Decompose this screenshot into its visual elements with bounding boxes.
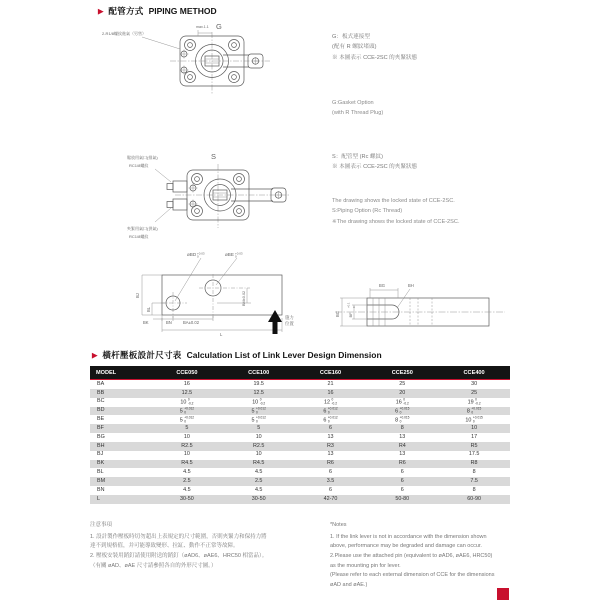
table-cell: 13 [327, 451, 334, 458]
svg-text:RC1/8螺紋: RC1/8螺紋 [129, 234, 149, 239]
table-cell: 8 [400, 424, 404, 431]
red-arrow-icon: ▶ [98, 8, 104, 16]
dimension-l [162, 318, 282, 337]
svg-text:øBD: øBD [187, 252, 197, 257]
table-row [90, 477, 510, 486]
table-cell: 17.5 [468, 451, 480, 458]
dimension-bm [217, 288, 251, 306]
table-cell: 6 [328, 424, 332, 431]
table-cell [151, 398, 223, 407]
svg-text:夾緊用氣口(供氣): 夾緊用氣口(供氣) [127, 226, 158, 231]
table-cell [223, 407, 295, 416]
text-line: (with R Thread Plug) [332, 110, 384, 117]
text-line: S：配管型 (Rc 螺紋) [332, 154, 383, 160]
table-cell: 42-70 [323, 495, 338, 502]
force-point-label-1: 施力 [285, 315, 294, 320]
note-line: (Please refer to each external dimension of CCE for the dimensions [330, 572, 495, 579]
cell-value: 8 [466, 408, 470, 415]
dimension-bg [370, 283, 398, 298]
notes-zh [90, 521, 322, 571]
s-label: S [211, 152, 217, 161]
text-line: ※The drawing shows the locked state of CCE-2SC. [332, 218, 460, 225]
dimension-max [196, 25, 212, 36]
cell-tolerance: 0 -0.2 [259, 397, 266, 406]
cell-value: 6 [395, 408, 399, 415]
table-row [90, 486, 510, 495]
svg-text:BM±0.02: BM±0.02 [242, 290, 246, 306]
row-label: BK [97, 460, 105, 467]
table-cell: 60-90 [467, 495, 481, 502]
cell-tolerance: +0.012 0 [184, 415, 195, 424]
note-line: 達不到規格值，并可能導致變形、拉缸、動作不正常等故障。 [90, 543, 239, 550]
row-label: BM [97, 478, 106, 484]
s-desc-en [332, 196, 460, 227]
table-cell: 16 [327, 389, 334, 396]
table-cell: R4.5 [253, 460, 265, 467]
table-cell [366, 398, 438, 407]
row-label: BD [97, 407, 105, 414]
table-cell: 6 [328, 486, 332, 493]
svg-text:BK: BK [143, 320, 149, 325]
table-cell [151, 407, 223, 416]
g-label: G [216, 22, 222, 31]
table-cell: 10 [471, 424, 478, 431]
cell-tolerance: +0.012 0 [256, 406, 266, 415]
s-port-note-bottom [127, 208, 171, 239]
dimension-bd [175, 252, 205, 302]
table-cell: 12.5 [253, 389, 264, 396]
table-cell: 4.5 [183, 469, 191, 476]
cell-value: 12 [323, 399, 330, 406]
svg-text:鬆放用氣口(排氣): 鬆放用氣口(排氣) [127, 155, 158, 160]
cell-tolerance: +0.015 0 [399, 415, 410, 424]
g-desc-en [332, 98, 383, 119]
cell-value: 5 [251, 417, 255, 424]
cell-tolerance: 0 -0.2 [403, 397, 409, 406]
text-line: ※ 本圖表示 CCE-2SC 的夾緊狀態 [332, 164, 418, 171]
table-cell: R4.5 [181, 460, 193, 467]
cell-value: 10 [465, 417, 472, 424]
note-line: 2. 壓板安裝用銷釘請使用附送的銷釘（øAD6、øAE6、HRC50 相當品）。 [90, 552, 268, 559]
note-line: 1. 設計製作壓板時切勿超出上表規定的尺寸範圍，否則夾緊力和保持力將 [90, 533, 267, 540]
notes-zh-title: 注意事項 [90, 522, 113, 528]
column-header-cce160: CCE160 [295, 366, 367, 380]
cell-tolerance: 0 -0.2 [475, 397, 481, 406]
svg-text:øBE: øBE [225, 252, 234, 257]
row-label: BF [97, 424, 104, 431]
section-title-zh: 配管方式 [108, 6, 144, 16]
cell-tolerance: 0 -0.2 [331, 397, 337, 406]
table-cell: 30-50 [180, 495, 194, 502]
table-cell: 7.5 [470, 478, 478, 484]
text-line: S:Piping Option (Rc Thread) [332, 208, 403, 215]
row-label: BL [97, 469, 104, 476]
s-type-drawing [125, 148, 355, 253]
table-cell: 30 [471, 380, 478, 387]
table-cell: 3.5 [326, 478, 335, 484]
svg-text:BF: BF [348, 312, 353, 318]
cell-value: 6 [323, 417, 327, 424]
svg-text:max.1.1: max.1.1 [196, 25, 209, 29]
port-mark [180, 50, 189, 59]
lever-side-view-drawing [330, 278, 510, 338]
table-cell: R2.5 [253, 442, 265, 449]
table-cell: 10 [183, 451, 190, 458]
svg-text:L: L [220, 332, 223, 337]
svg-text:+0.03: +0.03 [235, 251, 243, 256]
cell-value: 5 [179, 408, 183, 415]
column-header-cce250: CCE250 [366, 366, 438, 380]
lever-bar [162, 275, 282, 315]
s-desc-zh [332, 152, 417, 173]
cell-tolerance: +0.015 0 [471, 406, 482, 415]
text-line: G:Gasket Option [332, 100, 374, 106]
svg-text:BL: BL [146, 306, 151, 312]
red-arrow-icon: ▶ [92, 352, 98, 360]
dimension-table [90, 366, 510, 504]
table-cell: R6 [327, 460, 334, 467]
svg-text:BJ: BJ [135, 293, 140, 298]
table-cell [223, 415, 295, 424]
force-point-arrow-icon [268, 310, 282, 334]
svg-text:0: 0 [235, 254, 237, 259]
table-cell: R2.5 [181, 442, 193, 449]
table-cell [438, 415, 510, 424]
table-cell: R4 [398, 442, 406, 449]
table-cell: 6 [328, 469, 332, 476]
table-row [90, 380, 510, 389]
note-line: above, performance may be degraded and damage can occur. [330, 543, 482, 550]
g-clamp-arm [223, 54, 263, 68]
column-header-model: MODEL [90, 366, 151, 380]
cell-tolerance: 0 -0.2 [187, 397, 194, 406]
port-mark [180, 66, 189, 75]
table-cell: 10 [255, 451, 262, 458]
table-row [90, 407, 510, 416]
svg-text:2-R1/8螺紋進氣（另售）: 2-R1/8螺紋進氣（另售） [102, 31, 147, 36]
table-cell [438, 407, 510, 416]
dimension-be [216, 252, 243, 286]
table-cell: 6 [400, 478, 404, 484]
air-port-fitting-top [167, 181, 187, 192]
row-label: L [97, 495, 100, 502]
note-line: （有關 øAD、øAE 尺寸請參照各自的外形尺寸圖。） [90, 562, 217, 569]
notes-en-title: *Notes [330, 522, 347, 528]
column-header-cce050: CCE050 [151, 366, 223, 380]
table-cell: 10 [183, 433, 190, 440]
table-row [90, 398, 510, 407]
table-cell: 2.5 [183, 478, 191, 484]
air-port-fitting-bottom [167, 199, 187, 210]
port-mark [189, 200, 198, 209]
table-cell: 4.5 [254, 486, 263, 493]
dimension-bh [397, 283, 414, 308]
row-label: BA [97, 380, 105, 387]
table-cell: R8 [470, 460, 478, 467]
text-line: G：板式連接型 [332, 34, 370, 40]
note-line: as the mounting pin for lever. [330, 562, 401, 569]
svg-text:BA±0.02: BA±0.02 [183, 320, 200, 325]
g-port-note [102, 30, 180, 49]
cell-tolerance: +0.012 0 [184, 406, 195, 415]
row-label: BE [97, 416, 105, 423]
table-cell [295, 415, 367, 424]
dimension-bn [166, 316, 173, 325]
table-row [90, 433, 510, 442]
table-cell: 30-50 [251, 495, 266, 502]
cell-tolerance: +0.012 0 [256, 415, 266, 424]
svg-text:BH: BH [408, 283, 414, 288]
row-label: BC [97, 398, 105, 405]
note-line: øAD and øAE.) [330, 581, 368, 588]
row-label: BN [97, 486, 105, 493]
table-cell: 6 [400, 469, 404, 476]
notes-en [330, 521, 515, 590]
cell-value: 10 [252, 399, 259, 406]
table-cell: 4.5 [254, 469, 263, 476]
table-cell [438, 398, 510, 407]
table-cell: 2.5 [254, 478, 263, 484]
link-lever-drawing [125, 248, 320, 343]
row-label: BG [97, 433, 105, 440]
table-row [90, 424, 510, 433]
table-cell: 6 [400, 486, 404, 493]
table-cell: 13 [327, 433, 334, 440]
column-header-cce100: CCE100 [223, 366, 295, 380]
table-cell: 25 [399, 380, 406, 387]
svg-text:RC1/8螺紋: RC1/8螺紋 [129, 163, 149, 168]
table-cell: 8 [472, 486, 476, 493]
cell-value: 16 [395, 399, 402, 406]
text-line: (配有 R 螺紋堵頭) [332, 44, 377, 51]
table-cell: R3 [327, 442, 334, 449]
cell-tolerance: +0.012 0 [327, 406, 338, 415]
note-line: 2.Please use the attached pin (equivalent to øAD6, øAE6, HRC50) [330, 552, 493, 559]
svg-text:+0.1: +0.1 [346, 302, 351, 308]
red-corner-mark [497, 588, 509, 600]
table-cell [223, 398, 295, 407]
table-row [90, 389, 510, 398]
table-cell: R6 [398, 460, 406, 467]
table-cell [151, 415, 223, 424]
text-line: ※ 本圖表示 CCE-2SC 的夾緊狀態 [332, 54, 418, 61]
svg-text:0: 0 [197, 254, 199, 259]
table-cell: 13 [399, 451, 406, 458]
table-cell [295, 398, 367, 407]
section-header-table [92, 349, 382, 361]
table-cell: 20 [399, 389, 406, 396]
table-cell: 25 [471, 389, 478, 396]
section-title-en: PIPING METHOD [148, 6, 217, 16]
table-cell: R5 [470, 442, 478, 449]
table-cell [366, 415, 438, 424]
cell-value: 8 [395, 417, 399, 424]
svg-text:BG: BG [379, 283, 386, 288]
dimension-ba [173, 316, 213, 325]
table-title-en: Calculation List of Link Lever Design Dimension [186, 350, 382, 360]
cell-value: 10 [180, 399, 187, 406]
cell-tolerance: +0.015 0 [399, 406, 410, 415]
row-label: BJ [97, 451, 104, 458]
table-title-zh: 橫杆壓板設計尺寸表 [102, 350, 182, 360]
dimension-bf [347, 302, 370, 319]
s-port-note-top [127, 154, 171, 182]
cell-value: 19 [467, 399, 474, 406]
table-cell: 13 [399, 433, 406, 440]
table-cell: 50-80 [395, 495, 410, 502]
section-header-piping [98, 5, 217, 17]
table-row [90, 415, 510, 424]
row-label: BB [97, 389, 105, 396]
table-cell: 21 [327, 380, 334, 387]
text-line: The drawing shows the locked state of CCE-2SC. [332, 198, 455, 204]
table-cell: 19.5 [253, 380, 264, 387]
table-cell: 10 [255, 433, 262, 440]
table-header-row [90, 366, 510, 380]
table-cell: 8 [472, 469, 476, 476]
table-row [90, 468, 510, 477]
table-cell: 4.5 [183, 486, 191, 493]
dimension-bl [146, 303, 166, 315]
g-desc-zh [332, 32, 417, 63]
svg-text:+0.03: +0.03 [197, 251, 205, 256]
cell-value: 6 [323, 408, 327, 415]
table-row [90, 460, 510, 469]
table-row [90, 442, 510, 451]
svg-text:0: 0 [352, 306, 356, 308]
cell-value: 5 [251, 408, 255, 415]
note-line: 1. If the link lever is not in accordance with the dimension shown [330, 533, 487, 540]
cell-tolerance: +0.015 0 [472, 415, 483, 424]
table-row [90, 495, 510, 504]
table-cell [366, 407, 438, 416]
table-cell [295, 407, 367, 416]
table-cell: 17 [471, 433, 478, 440]
g-type-drawing [100, 18, 330, 138]
table-cell: 12.5 [181, 389, 193, 396]
cell-tolerance: +0.012 0 [327, 415, 338, 424]
port-mark [189, 184, 198, 193]
table-row [90, 451, 510, 460]
table-cell: 5 [257, 424, 261, 431]
svg-text:BC: BC [335, 311, 340, 317]
table-cell: 16 [183, 380, 190, 387]
row-label: BH [97, 442, 105, 449]
table-cell: 5 [185, 424, 189, 431]
column-header-cce400: CCE400 [438, 366, 510, 380]
cell-value: 5 [179, 417, 183, 424]
svg-text:BN: BN [166, 320, 172, 325]
force-point-label-2: 位置 [285, 321, 294, 326]
